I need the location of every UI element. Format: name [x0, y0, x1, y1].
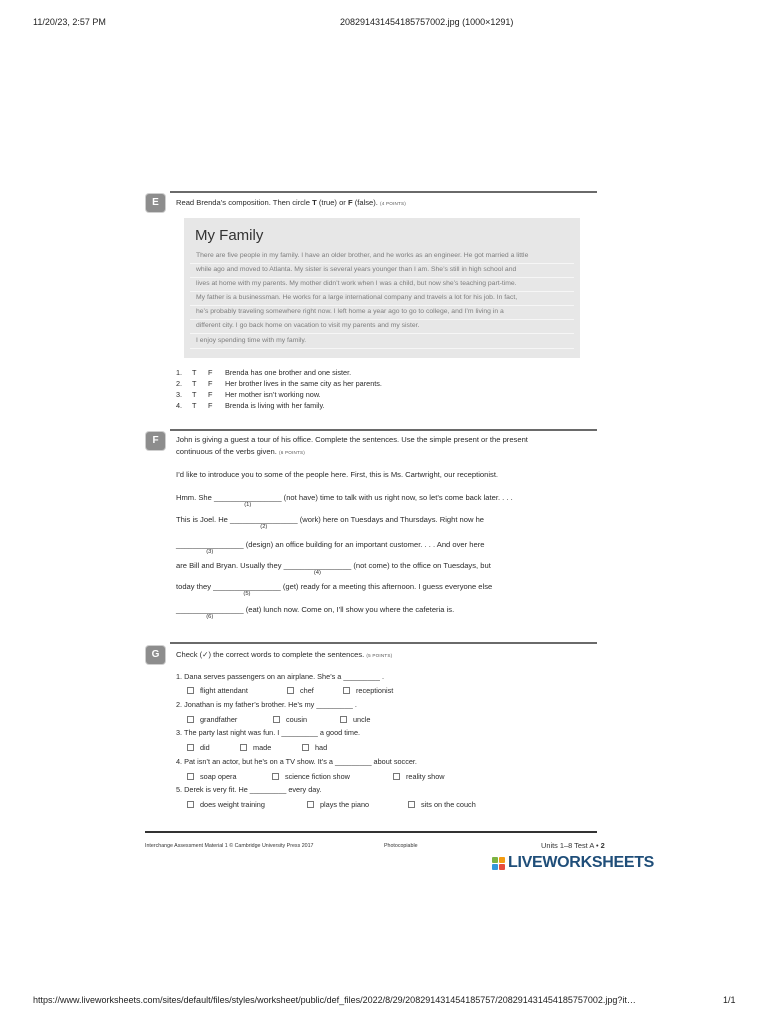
false-option[interactable]: F [208, 401, 213, 410]
composition-box [184, 218, 580, 358]
item-statement: Her mother isn’t working now. [225, 390, 321, 399]
blank-underline: ________________ [176, 540, 244, 549]
answer-option[interactable] [272, 772, 350, 781]
page-number: 2 [600, 841, 605, 850]
blank-underline: ________________ [176, 605, 244, 614]
answer-blank-5[interactable] [213, 582, 281, 597]
liveworksheets-logo [492, 854, 654, 872]
logo-text: LIVEWORKSHEETS [508, 854, 655, 871]
passage-line [176, 582, 493, 597]
composition-line: lives at home with my parents. My mother didn’t work when I was a child, but now she’s teaching part-time. [190, 278, 574, 292]
blank-number: (4) [313, 570, 321, 576]
logo-square [492, 864, 498, 870]
answer-option[interactable] [393, 772, 445, 781]
checkbox[interactable] [302, 744, 309, 751]
checkbox[interactable] [307, 801, 314, 808]
passage-text: today they [176, 582, 214, 591]
blank-number: (6) [206, 614, 214, 620]
passage-text: (not have) time to talk with us right now, so let’s come back later. . . . [281, 493, 513, 502]
answer-option[interactable] [287, 686, 314, 695]
instruction-false-letter: F [347, 198, 353, 207]
question-text: 4. Pat isn’t an actor, but he’s on a TV show. It’s a _________ about soccer. [176, 757, 417, 766]
option-label: cousin [286, 715, 308, 724]
footer-rule [145, 831, 597, 833]
section-e-badge: E [146, 194, 165, 212]
checkbox[interactable] [187, 744, 194, 751]
question-text: 1. Dana serves passengers on an airplane. She’s a _________ . [176, 672, 384, 681]
option-label: soap opera [200, 772, 237, 781]
logo-square [499, 857, 505, 863]
false-option[interactable]: F [208, 368, 213, 377]
print-url: https://www.liveworksheets.com/sites/default/files/styles/worksheet/public/def_files/2022/8/29/208291431454185757/208291431454185757002.jpg?it… [33, 995, 636, 1005]
answer-blank-4[interactable] [283, 561, 352, 576]
section-f-instruction-line1: John is giving a guest a tour of his office. Complete the sentences. Use the simple present or the present [176, 435, 528, 444]
option-label: receptionist [356, 686, 394, 695]
composition-title: My Family [195, 227, 264, 244]
blank-underline: ________________ [213, 582, 281, 591]
answer-option[interactable] [187, 743, 210, 752]
checkbox[interactable] [340, 716, 347, 723]
answer-option[interactable] [240, 743, 271, 752]
instruction-text: continuous of the verbs given. [176, 447, 280, 456]
option-label: flight attendant [200, 686, 248, 695]
section-g-rule [170, 642, 597, 644]
passage-text: (not come) to the office on Tuesdays, but [351, 561, 491, 570]
section-f-badge: F [146, 432, 165, 450]
option-label: did [200, 743, 210, 752]
answer-option[interactable] [307, 800, 369, 809]
blank-underline: ________________ [213, 493, 282, 502]
item-number: 4. [176, 401, 183, 410]
logo-square [499, 864, 505, 870]
blank-underline: ________________ [283, 561, 352, 570]
checkbox[interactable] [273, 716, 280, 723]
composition-line: I enjoy spending time with my family. [190, 335, 574, 349]
passage-line [176, 561, 491, 576]
checkbox[interactable] [187, 716, 194, 723]
logo-square [492, 857, 498, 863]
section-e-points: (4 POINTS) [380, 201, 407, 206]
liveworksheets-logo-icon [492, 857, 505, 870]
answer-option[interactable] [302, 743, 327, 752]
blank-number: (2) [260, 524, 268, 530]
question-text: 2. Jonathan is my father’s brother. He’s my _________ . [176, 700, 357, 709]
print-document-title: 208291431454185757002.jpg (1000×1291) [340, 17, 514, 27]
answer-option[interactable] [187, 800, 265, 809]
passage-line [176, 493, 513, 508]
composition-line: My father is a businessman. He works for a large international company and travels a lot for his job. In fact, [190, 292, 574, 306]
false-option[interactable]: F [208, 390, 213, 399]
item-statement: Brenda has one brother and one sister. [225, 368, 352, 377]
option-label: sits on the couch [421, 800, 476, 809]
section-f-instruction-line2 [176, 447, 305, 456]
question-text: 5. Derek is very fit. He _________ every day. [176, 785, 322, 794]
answer-option[interactable] [187, 715, 237, 724]
blank-number: (1) [244, 502, 252, 508]
section-g-instruction [176, 650, 392, 659]
item-number: 2. [176, 379, 183, 388]
option-label: chef [300, 686, 314, 695]
option-label: reality show [406, 772, 445, 781]
checkbox[interactable] [187, 801, 194, 808]
blank-underline: ________________ [230, 515, 298, 524]
passage-text: (eat) lunch now. Come on, I’ll show you where the cafeteria is. [243, 605, 455, 614]
footer-bullet: • [595, 841, 599, 850]
passage-text: (design) an office building for an important customer. . . . And over here [243, 540, 485, 549]
true-option[interactable]: T [192, 390, 197, 399]
passage-text: are Bill and Bryan. Usually they [176, 561, 284, 570]
answer-option[interactable] [340, 715, 370, 724]
true-option[interactable]: T [192, 401, 197, 410]
footer-photocopiable: Photocopiable [384, 843, 418, 849]
passage-line [176, 515, 485, 530]
section-e-instruction [176, 198, 406, 207]
option-label: had [315, 743, 328, 752]
checkbox[interactable] [287, 687, 294, 694]
section-f-rule [170, 429, 597, 431]
option-label: uncle [353, 715, 371, 724]
units-label: Units 1–8 Test A [541, 841, 594, 850]
answer-blank-2[interactable] [230, 515, 298, 530]
section-e-rule [170, 191, 597, 193]
checkbox[interactable] [187, 687, 194, 694]
answer-option[interactable] [273, 715, 307, 724]
option-label: does weight training [200, 800, 265, 809]
instruction-text: Check (✓) the correct words to complete the sentences. [176, 650, 367, 659]
footer-test-label [541, 841, 605, 850]
false-option[interactable]: F [208, 379, 213, 388]
passage-line [176, 540, 485, 555]
checkbox[interactable] [187, 773, 194, 780]
option-label: science fiction show [285, 772, 350, 781]
question-text: 3. The party last night was fun. I _________ a good time. [176, 728, 361, 737]
passage-text: This is Joel. He [176, 515, 231, 524]
composition-line: There are five people in my family. I have an older brother, and he works as an engineer. He got married a little [190, 250, 574, 264]
instruction-true-letter: T [312, 198, 317, 207]
option-label: made [253, 743, 272, 752]
footer-copyright: Interchange Assessment Material 1 © Cambridge University Press 2017 [145, 843, 314, 849]
print-page-count: 1/1 [723, 995, 736, 1005]
item-statement: Her brother lives in the same city as her parents. [225, 379, 382, 388]
passage-text: (get) ready for a meeting this afternoon. I guess everyone else [280, 582, 493, 591]
checkbox[interactable] [408, 801, 415, 808]
section-g-points: (5 POINTS) [366, 653, 393, 658]
checkbox[interactable] [393, 773, 400, 780]
composition-line: while ago and moved to Atlanta. My sister is several years younger than I am. She’s still in high school and [190, 264, 574, 278]
item-statement: Brenda is living with her family. [225, 401, 325, 410]
checkbox[interactable] [272, 773, 279, 780]
section-g-badge: G [146, 646, 165, 664]
passage-line [176, 605, 455, 620]
instruction-text: (false). [352, 198, 381, 207]
blank-number: (5) [243, 591, 251, 597]
passage-text: Hmm. She [176, 493, 214, 502]
blank-number: (3) [206, 549, 214, 555]
answer-blank-3[interactable] [176, 540, 244, 555]
answer-option[interactable] [187, 686, 248, 695]
answer-blank-1[interactable] [213, 493, 282, 508]
answer-option[interactable] [187, 772, 237, 781]
instruction-text: (true) or [316, 198, 348, 207]
item-number: 3. [176, 390, 183, 399]
answer-blank-6[interactable] [176, 605, 244, 620]
answer-option[interactable] [408, 800, 476, 809]
answer-option[interactable] [343, 686, 393, 695]
print-datetime: 11/20/23, 2:57 PM [33, 17, 106, 27]
instruction-text: Read Brenda’s composition. Then circle [176, 198, 313, 207]
item-number: 1. [176, 368, 183, 377]
option-label: plays the piano [320, 800, 370, 809]
option-label: grandfather [200, 715, 238, 724]
checkbox[interactable] [240, 744, 247, 751]
composition-line: different city. I go back home on vacation to visit my parents and my sister. [190, 320, 574, 334]
true-option[interactable]: T [192, 379, 197, 388]
passage-text: (work) here on Tuesdays and Thursdays. Right now he [297, 515, 485, 524]
composition-line: he’s probably traveling somewhere right now. I left home a year ago to go to college, and I’m living in a [190, 306, 574, 320]
true-option[interactable]: T [192, 368, 197, 377]
checkbox[interactable] [343, 687, 350, 694]
passage-intro: I’d like to introduce you to some of the people here. First, this is Ms. Cartwright, our receptionist. [176, 470, 499, 479]
section-f-points: (6 POINTS) [279, 450, 306, 455]
